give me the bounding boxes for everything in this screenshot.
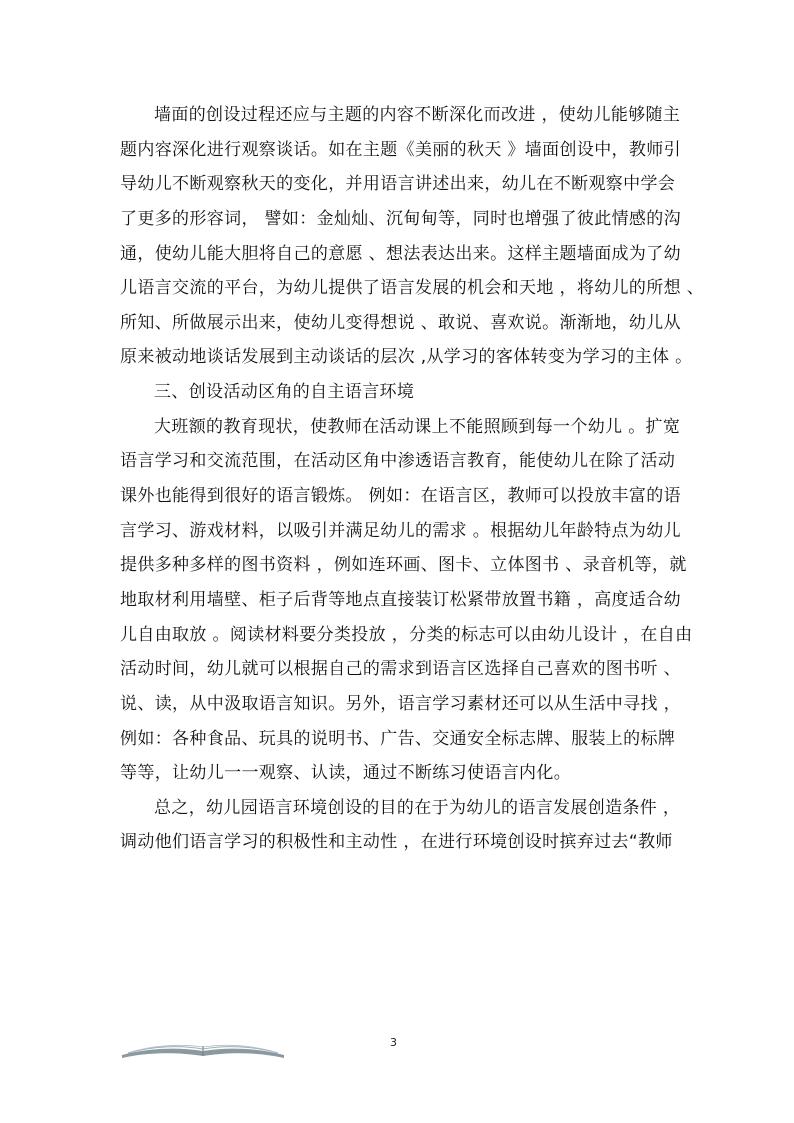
paragraph-line: 地取材利用墙壁、柜子后背等地点直接装订松紧带放置书籍 ，高度适合幼 <box>120 589 681 610</box>
paragraph-line: 所知、所做展示出来，使幼儿变得想说 、敢说、喜欢说。渐渐地，幼儿从 <box>120 312 681 333</box>
section-heading: 三、创设活动区角的自主语言环境 <box>154 382 415 403</box>
paragraph-line: 儿语言交流的平台，为幼儿提供了语言发展的机会和天地 ，将幼儿的所想 、 <box>120 278 705 299</box>
paragraph-line: 通，使幼儿能大胆将自己的意愿 、想法表达出来。这样主题墙面成为了幼 <box>120 243 681 264</box>
paragraph-line: 儿自由取放 。阅读材料要分类投放 ，分类的标志可以由幼儿设计 ，在自由 <box>120 624 693 645</box>
paragraph-line: 提供多种多样的图书资料 ，例如连环画、图卡、立体图书 、录音机等，就 <box>120 555 687 576</box>
page-footer <box>0 1036 794 1066</box>
paragraph-line: 语言学习和交流范围，在活动区角中渗透语言教育，能使幼儿在除了活动 <box>120 451 676 472</box>
paragraph-line: 墙面的创设过程还应与主题的内容不断深化而改进 ，使幼儿能够随主 <box>154 105 681 125</box>
page-number: 3 <box>390 1036 397 1049</box>
paragraph-line: 了更多的形容词， 譬如：金灿灿、沉甸甸等，同时也增强了彼此情感的沟 <box>120 208 681 229</box>
paragraph-line: 导幼儿不断观察秋天的变化，并用语言讲述出来，幼儿在不断观察中学会 <box>120 174 676 195</box>
paragraph-line: 原来被动地谈话发展到主动谈话的层次 ,从学习的客体转变为学习的主体 。 <box>120 347 693 368</box>
paragraph-line: 调动他们语言学习的积极性和主动性 ，在进行环境创设时摈弃过去“教师 <box>120 832 673 853</box>
paragraph-line: 例如：各种食品、玩具的说明书、广告、交通安全标志牌、服装上的标牌 <box>120 728 676 749</box>
open-book-icon <box>118 1038 288 1060</box>
paragraph-line: 言学习、游戏材料，以吸引并满足幼儿的需求 。根据幼儿年龄特点为幼儿 <box>120 520 681 541</box>
paragraph-line: 说、读，从中汲取语言知识。另外，语言学习素材还可以从生活中寻找 ， <box>120 693 681 714</box>
paragraph-line: 总之，幼儿园语言环境创设的目的在于为幼儿的语言发展创造条件 ， <box>154 797 681 818</box>
paragraph-line: 活动时间，幼儿就可以根据自己的需求到语言区选择自己喜欢的图书听 、 <box>120 659 681 680</box>
paragraph-line: 大班额的教育现状，使教师在活动课上不能照顾到每一个幼儿 。扩宽 <box>154 416 681 437</box>
paragraph-line: 题内容深化进行观察谈话。如在主题《美丽的秋天 》墙面创设中，教师引 <box>120 139 681 160</box>
paragraph-line: 课外也能得到很好的语言锻炼。 例如：在语言区，教师可以投放丰富的语 <box>120 486 681 507</box>
paragraph-line: 等等，让幼儿一一观察、认读，通过不断练习使语言内化。 <box>120 763 572 784</box>
document-body <box>120 98 705 860</box>
